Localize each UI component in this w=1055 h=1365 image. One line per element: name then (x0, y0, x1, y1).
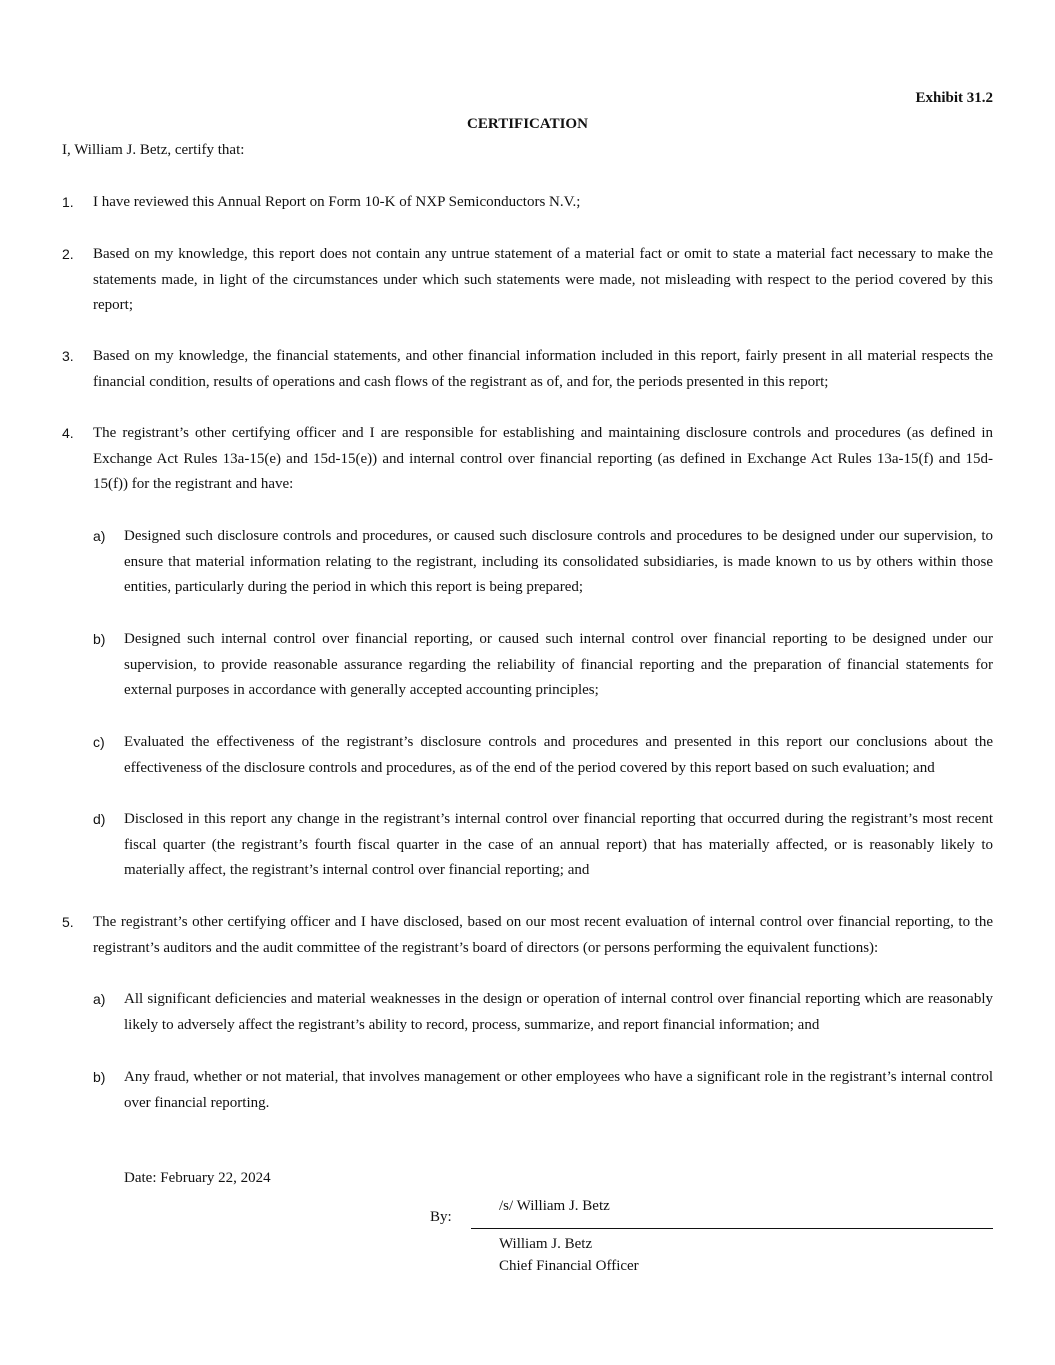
certification-subitem-4b (93, 627, 993, 704)
subitem-text: Designed such disclosure controls and procedures, or caused such disclosure controls and procedures to be designed under our supervision, to ensure that material information relating to the registrant, including its consolidated subsidiaries, is made known to us by others within those entities, particularly during the period in which this report is being prepared; (124, 528, 993, 596)
subitem-letter: d) (93, 811, 106, 827)
by-label: By: (430, 1209, 452, 1225)
certification-subitem-5b (93, 1065, 993, 1116)
item-number: 1. (62, 194, 74, 210)
exhibit-label: Exhibit 31.2 (915, 90, 993, 106)
item-number: 5. (62, 914, 74, 930)
certification-subitem-4d (93, 807, 993, 884)
item-text: I have reviewed this Annual Report on Form 10-K of NXP Semiconductors N.V.; (93, 194, 581, 210)
certification-item-1 (62, 190, 993, 216)
item-text: The registrant’s other certifying officer and I are responsible for establishing and maintaining disclosure controls and procedures (as defined in Exchange Act Rules 13a-15(e) and 15d-15(e)) and internal control over financial reporting (as defined in Exchange Act Rules 13a-15(f) and 15d-15(f)) for the registrant and have: (93, 425, 993, 493)
signer-title: Chief Financial Officer (499, 1258, 639, 1274)
certification-item-3 (62, 344, 993, 395)
item-number: 2. (62, 246, 74, 262)
subitem-text: Any fraud, whether or not material, that involves management or other employees who have a significant role in the registrant’s internal control over financial reporting. (124, 1069, 993, 1111)
item-text: Based on my knowledge, this report does not contain any untrue statement of a material fact or omit to state a material fact necessary to make the statements made, in light of the circumstances under which such statements were made, not misleading with respect to the period covered by this report; (93, 246, 993, 314)
subitem-letter: b) (93, 1069, 106, 1085)
certification-subitem-5a (93, 987, 993, 1038)
intro-statement: I, William J. Betz, certify that: (62, 142, 245, 158)
certification-item-5 (62, 910, 993, 961)
subitem-letter: a) (93, 528, 106, 544)
certification-subitem-4a (93, 524, 993, 601)
signer-name: William J. Betz (499, 1236, 593, 1252)
signature-date: Date: February 22, 2024 (124, 1170, 271, 1186)
subitem-text: Designed such internal control over financial reporting, or caused such internal control over financial reporting to be designed under our supervision, to provide reasonable assurance regarding the reliability of financial reporting and the preparation of financial statements for external purposes in accordance with generally accepted accounting principles; (124, 631, 993, 699)
certification-item-4 (62, 421, 993, 498)
subitem-letter: b) (93, 631, 106, 647)
conformed-signature: /s/ William J. Betz (499, 1198, 610, 1214)
certification-item-2 (62, 242, 993, 319)
item-text: The registrant’s other certifying officer and I have disclosed, based on our most recent evaluation of internal control over financial reporting, to the registrant’s auditors and the audit committee of the registrant’s board of directors (or persons performing the equivalent functions): (93, 914, 993, 956)
subitem-text: All significant deficiencies and material weaknesses in the design or operation of internal control over financial reporting which are reasonably likely to adversely affect the registrant’s ability to record, process, summarize, and report financial information; and (124, 991, 993, 1033)
item-number: 3. (62, 348, 74, 364)
signature-line (471, 1228, 993, 1229)
page-title: CERTIFICATION (467, 116, 588, 132)
item-number: 4. (62, 425, 74, 441)
item-text: Based on my knowledge, the financial statements, and other financial information included in this report, fairly present in all material respects the financial condition, results of operations and cash flows of the registrant as of, and for, the periods presented in this report; (93, 348, 993, 390)
subitem-text: Evaluated the effectiveness of the registrant’s disclosure controls and procedures and presented in this report our conclusions about the effectiveness of the disclosure controls and procedures, as of the end of the period covered by this report based on such evaluation; and (124, 734, 993, 776)
subitem-letter: c) (93, 734, 105, 750)
subitem-letter: a) (93, 991, 106, 1007)
certification-subitem-4c (93, 730, 993, 781)
subitem-text: Disclosed in this report any change in the registrant’s internal control over financial reporting that occurred during the registrant’s most recent fiscal quarter (the registrant’s fourth fiscal quarter in the case of an annual report) that has materially affected, or is reasonably likely to materially affect, the registrant’s internal control over financial reporting; and (124, 811, 993, 879)
